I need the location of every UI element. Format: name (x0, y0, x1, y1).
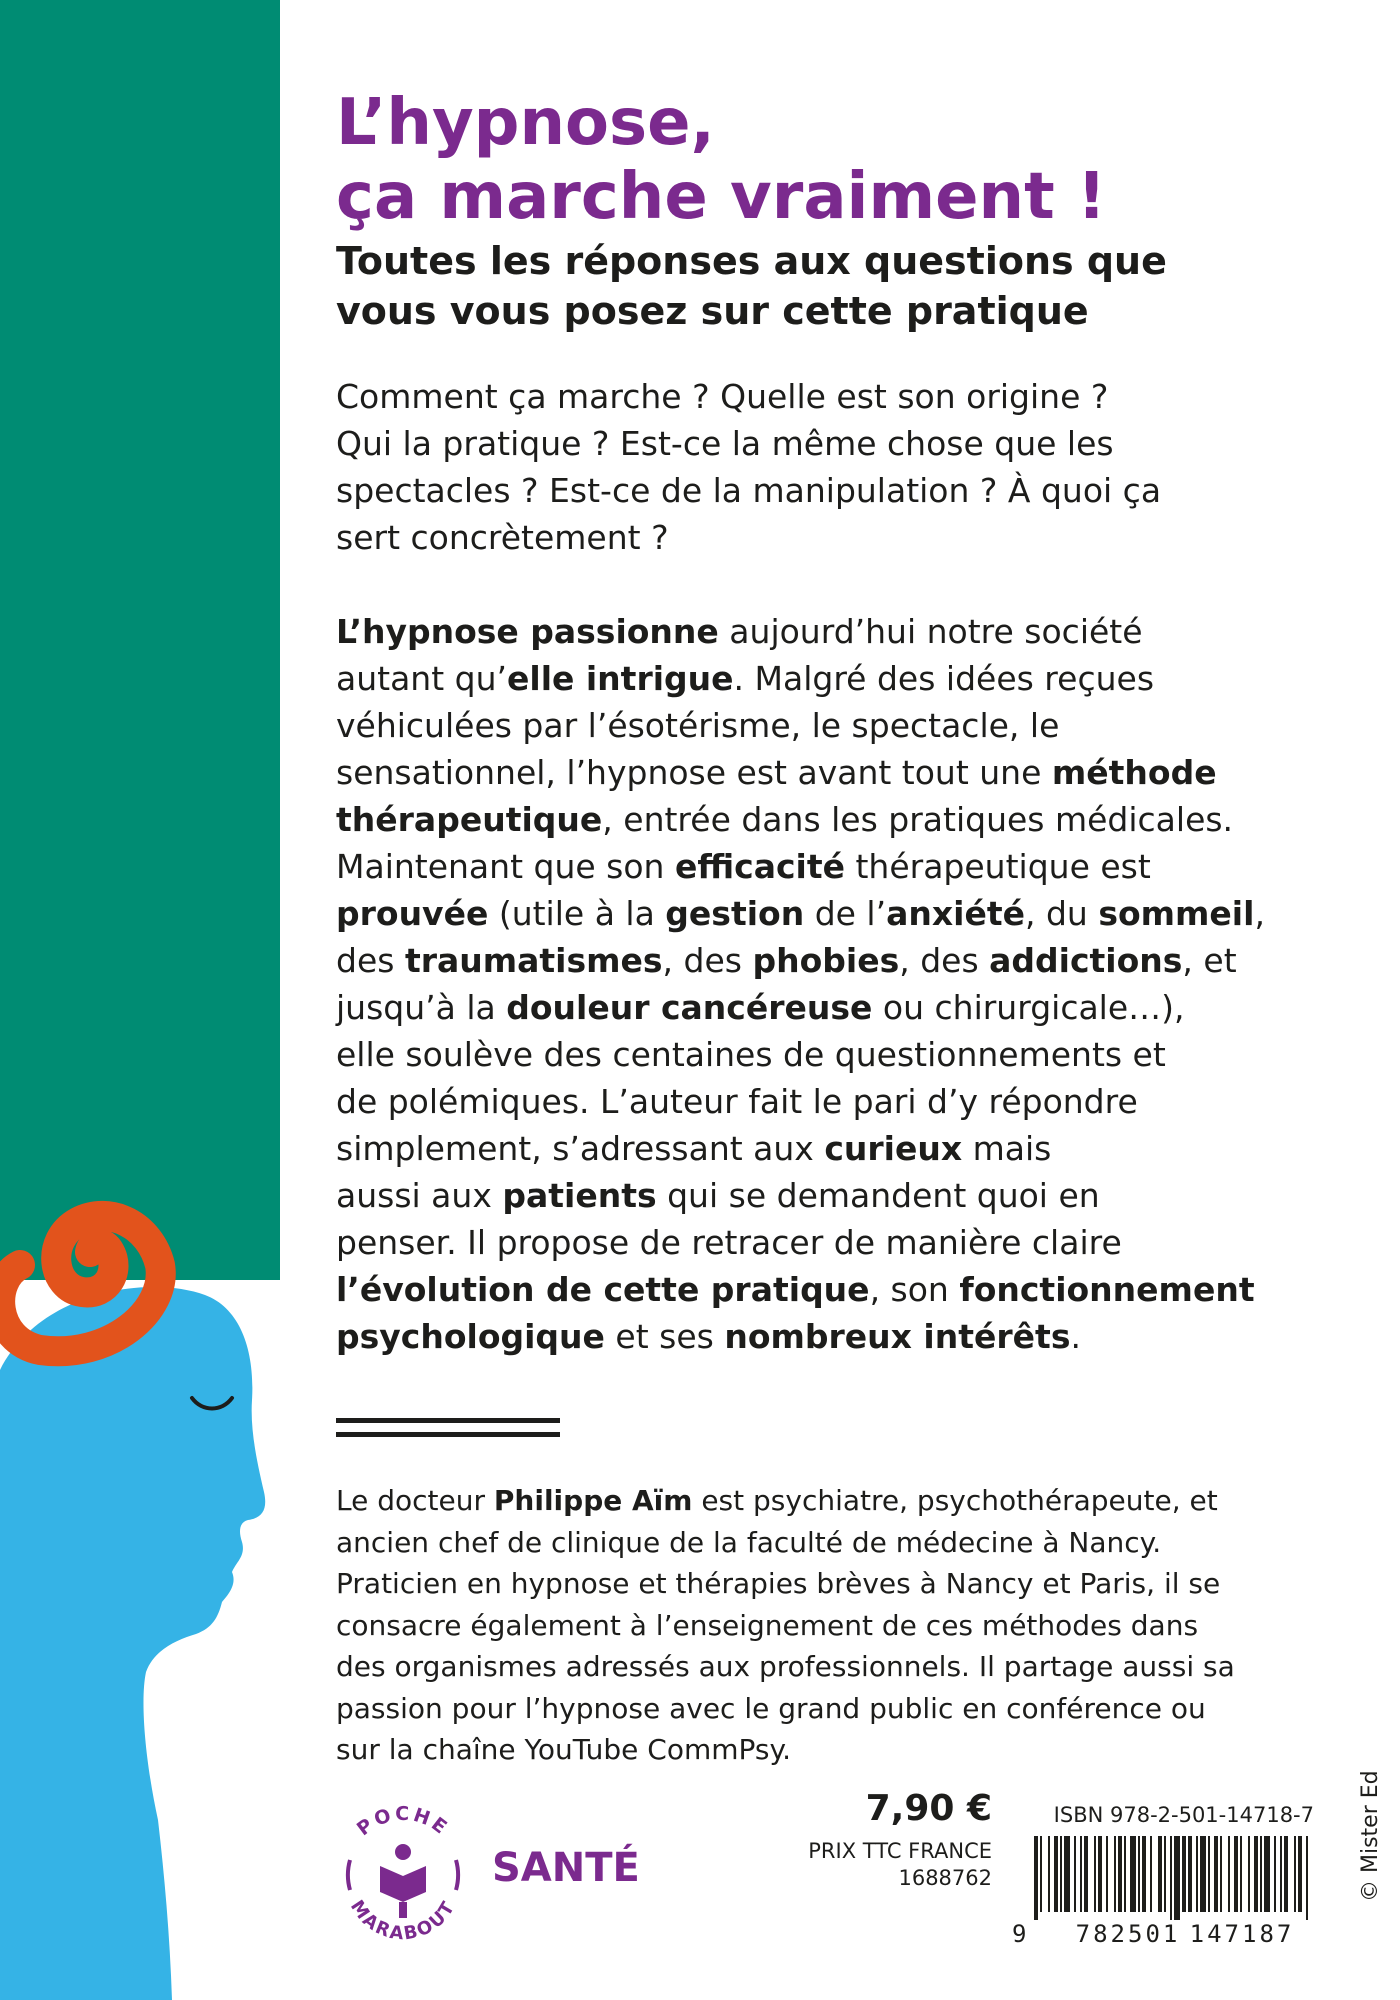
barcode-bar (1280, 1836, 1282, 1912)
bold-text: méthode (1051, 753, 1217, 792)
text-segment: passion pour l’hypnose avec le grand public en conférence ou (336, 1691, 1206, 1725)
subtitle-line-1: Toutes les réponses aux questions que (336, 239, 1167, 283)
barcode-bar (1228, 1836, 1230, 1912)
barcode-bar (1118, 1836, 1122, 1912)
text-line: Comment ça marche ? Quelle est son origine ? (336, 377, 1109, 416)
text-segment: thérapeutique est (845, 847, 1151, 886)
book-title (336, 86, 1106, 234)
text-segment: . (1070, 1317, 1081, 1356)
text-segment: sur la chaîne YouTube CommPsy. (336, 1733, 791, 1766)
bold-text: Philippe Aïm (493, 1484, 693, 1517)
barcode-bar (1214, 1836, 1218, 1912)
title-line-2: ça marche vraiment ! (336, 160, 1107, 234)
reader-icon (380, 1844, 426, 1918)
text-line (336, 655, 1336, 702)
barcode-bar (1182, 1836, 1186, 1912)
text-line (336, 1266, 1336, 1313)
barcode-bar (1306, 1836, 1308, 1920)
text-line (336, 1125, 1336, 1172)
hypnosis-head-illustration (0, 1200, 282, 2000)
text-segment: , (1254, 894, 1265, 933)
text-segment: qui se demandent quoi en (656, 1176, 1100, 1215)
text-line (336, 749, 1336, 796)
barcode (1010, 1836, 1320, 1946)
barcode-bar (1040, 1836, 1042, 1912)
author-bio (336, 1480, 1336, 1771)
bold-text: prouvée (336, 894, 489, 933)
text-segment: sensationnel, l’hypnose est avant tout une (336, 753, 1052, 792)
barcode-group-2: 147187 (1189, 1920, 1295, 1946)
barcode-bars (1034, 1836, 1308, 1920)
text-segment: autant qu’ (336, 659, 507, 698)
text-segment: de l’ (804, 894, 887, 933)
barcode-bar (1208, 1836, 1210, 1912)
text-segment: des (336, 941, 405, 980)
text-line (336, 1729, 1336, 1771)
text-line (336, 1522, 1336, 1564)
text-line (336, 1480, 1336, 1522)
svg-text:POCHE (353, 1803, 453, 1840)
barcode-bar (1080, 1836, 1082, 1912)
barcode-bar (1064, 1836, 1070, 1912)
text-line (336, 1605, 1336, 1647)
text-line (336, 1563, 1336, 1605)
barcode-bar (1138, 1836, 1140, 1912)
text-segment: , et (1182, 941, 1237, 980)
poche-marabout-logo (328, 1800, 478, 1950)
price-label: PRIX TTC FRANCE (808, 1839, 992, 1863)
text-line (336, 890, 1336, 937)
text-segment: de polémiques. L’auteur fait le pari d’y répondre (336, 1082, 1138, 1121)
barcode-bar (1130, 1836, 1136, 1912)
logo-top-text: POCHE (352, 1802, 454, 1841)
text-line (336, 1688, 1336, 1730)
book-subtitle (336, 236, 1336, 336)
bold-text: curieux (824, 1129, 963, 1168)
questions-paragraph (336, 373, 1336, 561)
barcode-bar (1264, 1836, 1270, 1912)
barcode-bar (1254, 1836, 1258, 1912)
barcode-bar (1170, 1836, 1172, 1920)
text-line (336, 796, 1336, 843)
bold-text: traumatismes (404, 941, 663, 980)
barcode-bar (1260, 1836, 1262, 1912)
barcode-bar (1142, 1836, 1146, 1912)
barcode-bar (1294, 1836, 1296, 1912)
text-line: sert concrètement ? (336, 518, 669, 557)
text-line: spectacles ? Est-ce de la manipulation ? À quoi ça (336, 471, 1162, 510)
barcode-bar (1034, 1836, 1038, 1920)
text-line (336, 984, 1336, 1031)
bold-text: douleur cancéreuse (506, 988, 873, 1027)
barcode-bar (1106, 1836, 1108, 1912)
text-line (336, 1313, 1336, 1360)
bold-text: psychologique (336, 1317, 605, 1356)
text-segment: mais (962, 1129, 1052, 1168)
text-segment: aujourd’hui notre société (718, 612, 1143, 651)
barcode-bar (1284, 1836, 1288, 1912)
barcode-bar (1234, 1836, 1238, 1912)
barcode-bar (1220, 1836, 1222, 1912)
barcode-bar (1074, 1836, 1076, 1912)
title-line-1: L’hypnose, (336, 86, 715, 160)
barcode-bar (1048, 1836, 1050, 1912)
text-segment: ancien chef de clinique de la faculté de médecine à Nancy. (336, 1525, 1162, 1559)
text-segment: , des (899, 941, 990, 980)
text-segment: simplement, s’adressant aux (336, 1129, 825, 1168)
text-segment: ou chirurgicale…), (872, 988, 1185, 1027)
bold-text: addictions (989, 941, 1183, 980)
barcode-bar (1274, 1836, 1276, 1912)
text-line (336, 1031, 1336, 1078)
text-segment: des organismes adressés aux professionnels. Il partage aussi sa (336, 1650, 1235, 1683)
text-segment: aussi aux (336, 1176, 503, 1215)
barcode-bar (1098, 1836, 1102, 1912)
barcode-bar (1298, 1836, 1302, 1912)
price-code: 1688762 (898, 1866, 992, 1890)
text-segment: et ses (604, 1317, 725, 1356)
bold-text: patients (502, 1176, 657, 1215)
text-line (336, 1172, 1336, 1219)
bold-text: thérapeutique (336, 800, 603, 839)
barcode-bar (1150, 1836, 1152, 1912)
barcode-bar (1240, 1836, 1242, 1912)
barcode-bar (1200, 1836, 1206, 1912)
text-segment: (utile à la (488, 894, 666, 933)
barcode-group-1: 782501 (1075, 1920, 1181, 1946)
bold-text: phobies (752, 941, 900, 980)
barcode-bar (1196, 1836, 1198, 1912)
text-segment: , son (869, 1270, 960, 1309)
barcode-bar (1174, 1836, 1180, 1920)
barcode-bar (1164, 1836, 1166, 1912)
barcode-bar (1054, 1836, 1058, 1912)
text-line (336, 843, 1336, 890)
text-line (336, 1646, 1336, 1688)
logo-bottom-text: MARABOUT (345, 1896, 460, 1945)
text-segment: consacre également à l’enseignement de ces méthodes dans (336, 1608, 1199, 1642)
bold-text: elle intrigue (507, 659, 734, 698)
text-line (336, 1078, 1336, 1125)
text-segment: véhiculées par l’ésotérisme, le spectacle, le (336, 706, 1060, 745)
text-segment: , du (1025, 894, 1099, 933)
bold-text: nombreux intérêts (724, 1317, 1071, 1356)
text-segment: Praticien en hypnose et thérapies brèves à Nancy et Paris, il se (336, 1567, 1221, 1600)
text-line (336, 937, 1336, 984)
barcode-bar (1158, 1836, 1162, 1912)
price: 7,90 € (865, 1788, 992, 1829)
barcode-bar (1248, 1836, 1250, 1912)
text-segment: Le docteur (336, 1484, 494, 1517)
illustration-credit: © Mister Ed (1358, 1770, 1383, 1902)
barcode-bar (1060, 1836, 1062, 1912)
barcode-bar (1124, 1836, 1126, 1912)
text-line (336, 1219, 1336, 1266)
barcode-bar (1188, 1836, 1192, 1912)
text-segment: penser. Il propose de retracer de manière claire (336, 1223, 1122, 1262)
bold-text: L’hypnose passionne (336, 612, 719, 651)
text-segment: elle soulève des centaines de questionnements et (336, 1035, 1166, 1074)
bold-text: anxiété (886, 894, 1025, 933)
text-segment: est psychiatre, psychothérapeute, et (692, 1484, 1218, 1517)
bold-text: l’évolution de cette pratique (336, 1270, 870, 1309)
bold-text: efficacité (674, 847, 845, 886)
text-line: Qui la pratique ? Est-ce la même chose que les (336, 424, 1114, 463)
text-line (336, 702, 1336, 749)
text-segment: , entrée dans les pratiques médicales. (602, 800, 1234, 839)
green-side-band (0, 0, 280, 1280)
bold-text: sommeil (1098, 894, 1255, 933)
text-segment: . Malgré des idées reçues (733, 659, 1155, 698)
text-line (336, 608, 1336, 655)
text-segment: , des (662, 941, 753, 980)
text-segment: Maintenant que son (336, 847, 675, 886)
head-silhouette (0, 1287, 265, 2000)
collection-name: SANTÉ (492, 1845, 640, 1891)
bold-text: gestion (665, 894, 805, 933)
text-segment: jusqu’à la (336, 988, 507, 1027)
section-divider (336, 1418, 560, 1446)
barcode-bar (1084, 1836, 1088, 1912)
barcode-first-digit: 9 (1012, 1920, 1027, 1946)
bold-text: fonctionnement (959, 1270, 1255, 1309)
isbn-number: ISBN 978-2-501-14718-7 (1053, 1803, 1314, 1827)
barcode-bar (1114, 1836, 1116, 1912)
description-paragraph (336, 608, 1336, 1360)
barcode-bar (1094, 1836, 1096, 1912)
subtitle-line-2: vous vous posez sur cette pratique (336, 289, 1089, 333)
